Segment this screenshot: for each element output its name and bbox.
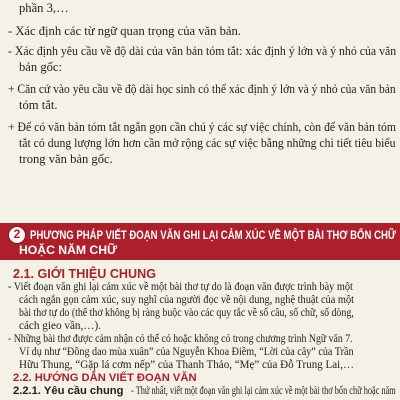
text-line: - Xác định yêu cầu về độ dài của văn bản tóm tắt: xác định ý lớn và ý nhỏ của văn [8,44,397,58]
text-line: Hữu Thung, “Gặp lá cơm nếp” của Thanh Thảo, “Mẹ” của Đỗ Trung Lai,… [19,359,355,371]
section-title-line: HOẶC NĂM CHỮ [19,243,118,257]
section-number-badge: 2 [8,226,26,244]
text-line: bản gốc: [19,60,63,74]
section-title-line: PHƯƠNG PHÁP VIẾT ĐOẠN VĂN GHI LẠI CẢM XÚC VỀ MỘT BÀI THƠ BỐN CHỮ [30,228,396,242]
text-line: + Để có văn bản tóm tắt ngắn gọn cần chú ý các sự việc chính, còn để văn bản tóm [8,120,396,134]
text-line: - Những bài thơ được cảm nhận có thể có hoặc không có trong chương trình Ngữ văn 7. [8,333,353,345]
text-line: - Thứ nhất, viết một đoạn văn ghi lại cảm xúc về một bài thơ bốn chữ hoặc năm [131,385,396,397]
text-line: + Căn cứ vào yêu cầu về độ dài học sinh có thể xác định ý lớn và ý nhỏ của văn bản [8,82,396,96]
text-line: cách gieo vần,…). [19,320,102,332]
text-line: - Xác định các từ ngữ quan trọng của văn bản. [8,24,241,38]
subsection-heading: 2.2.1. Yêu cầu chung [13,385,124,397]
section-heading: 2.2. HƯỚNG DẪN VIẾT ĐOẠN VĂN [13,372,197,384]
text-line: - Viết đoạn văn ghi lại cảm xúc về một bài thơ tự do là đoạn văn được trình bày một [8,281,353,293]
section-heading: 2.1. GIỚI THIỆU CHUNG [13,267,156,281]
text-line: phần 3,… [19,1,69,15]
text-line: tóm tắt. [19,98,58,112]
text-line: tắt có dung lượng lớn hơn cần mở rộng các sự việc bằng những chi tiết tiêu biểu [19,136,396,150]
text-line: bài thơ tự do (thể thơ không bị ràng buộc vào các quy tắc về số câu, số chữ, số dòng, [19,307,354,319]
text-line: Ví dụ như “Đồng dao mùa xuân” của Nguyễn Khoa Điềm, “Lời của cây” của Trần [19,346,354,358]
text-line: trong văn bản gốc. [19,152,113,166]
text-line: cách ngắn gọn cảm xúc, suy nghĩ của người đọc về nội dung, nghệ thuật của một [19,294,355,306]
